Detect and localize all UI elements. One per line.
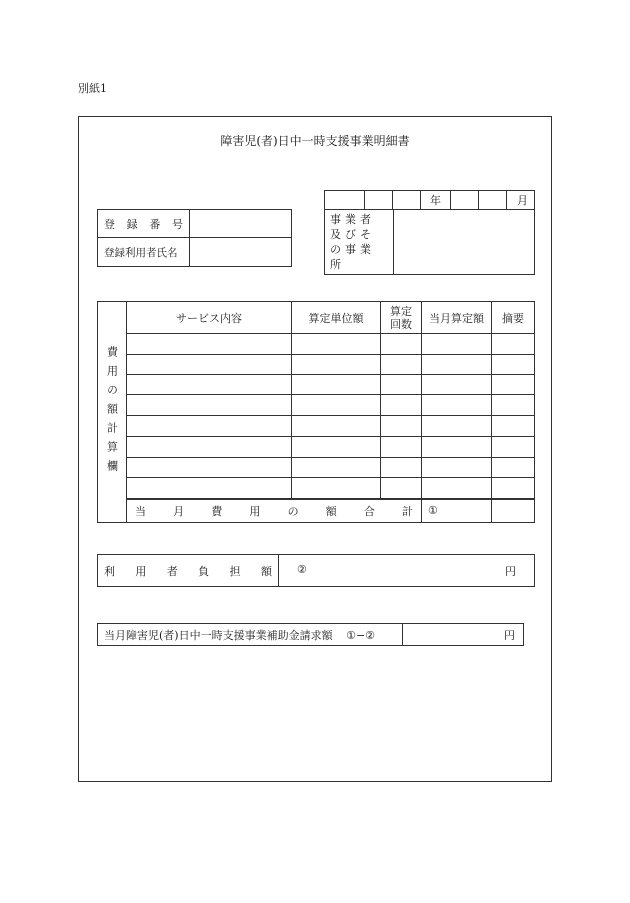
- note-cell[interactable]: [492, 375, 535, 395]
- date-cell-1[interactable]: [325, 191, 365, 210]
- monthly-cell[interactable]: [422, 395, 492, 416]
- user-burden-value[interactable]: [279, 555, 535, 587]
- unit-cell[interactable]: [292, 355, 381, 375]
- user-name-label: 登録利用者氏名: [98, 238, 190, 267]
- total-label-char: 計: [401, 504, 413, 518]
- monthly-cell[interactable]: [422, 355, 492, 375]
- monthly-cell[interactable]: [422, 478, 492, 499]
- header-monthly: 当月算定額: [422, 302, 492, 334]
- total-label-char: 当: [135, 504, 146, 518]
- registration-number-label-char: 登: [104, 217, 115, 231]
- user-burden-label-char: 負: [198, 564, 210, 578]
- total-label-char: の: [287, 504, 299, 518]
- corner-label: 別紙1: [78, 82, 107, 95]
- provider-table: [324, 209, 535, 275]
- user-burden-label-char: 用: [135, 564, 147, 578]
- monthly-cell[interactable]: [422, 437, 492, 458]
- count-cell[interactable]: [381, 478, 422, 499]
- header-unit: 算定単位額: [292, 302, 381, 334]
- registration-number-label-char: 番: [149, 217, 161, 231]
- note-cell[interactable]: [492, 395, 535, 416]
- user-burden-label-char: 利: [104, 564, 115, 578]
- date-cell-3[interactable]: [393, 191, 421, 210]
- total-mark: ①: [428, 504, 438, 518]
- header-service: サービス内容: [127, 302, 292, 334]
- header-count-text: 算定回数: [390, 304, 412, 331]
- unit-cell[interactable]: [292, 375, 381, 395]
- total-value-cell[interactable]: [422, 499, 492, 523]
- monthly-cell[interactable]: [422, 416, 492, 437]
- header-note: 摘要: [492, 302, 535, 334]
- user-burden-label-char: 担: [229, 564, 241, 578]
- total-label-char: 合: [363, 504, 375, 518]
- count-cell[interactable]: [381, 458, 422, 478]
- claim-formula: ①−②: [346, 628, 376, 642]
- registration-table: [97, 209, 292, 267]
- cost-side-label-text: 費用の額計算欄: [105, 345, 119, 479]
- date-cell-5[interactable]: [479, 191, 507, 210]
- count-cell[interactable]: [381, 395, 422, 416]
- monthly-cell[interactable]: [422, 458, 492, 478]
- monthly-cell[interactable]: [422, 375, 492, 395]
- claim-table: [97, 623, 524, 646]
- count-cell[interactable]: [381, 416, 422, 437]
- user-name-field[interactable]: [190, 238, 292, 267]
- total-label-char: 月: [173, 504, 185, 518]
- note-cell[interactable]: [492, 458, 535, 478]
- count-cell[interactable]: [381, 334, 422, 355]
- count-cell[interactable]: [381, 355, 422, 375]
- total-label-char: 用: [249, 504, 261, 518]
- user-burden-label: [98, 555, 279, 587]
- total-label-char: 費: [211, 504, 223, 518]
- provider-label-text: 事業者及びその事業所: [330, 213, 375, 271]
- total-label-char: 額: [325, 504, 337, 518]
- registration-number-label-char: 号: [171, 217, 183, 231]
- user-burden-label-char: 者: [166, 564, 178, 578]
- service-cell[interactable]: [127, 334, 292, 355]
- note-cell[interactable]: [492, 437, 535, 458]
- service-cell[interactable]: [127, 478, 292, 499]
- user-burden-mark: ②: [297, 562, 307, 576]
- unit-cell[interactable]: [292, 478, 381, 499]
- unit-cell[interactable]: [292, 334, 381, 355]
- claim-label-text: 当月障害児(者)日中一時支援事業補助金請求額: [104, 628, 333, 642]
- count-cell[interactable]: [381, 437, 422, 458]
- registration-number-field[interactable]: [190, 210, 292, 238]
- registration-number-label-char: 録: [126, 217, 138, 231]
- year-label: 年: [421, 191, 451, 210]
- unit-cell[interactable]: [292, 416, 381, 437]
- provider-label: [325, 210, 394, 275]
- month-label: 月: [507, 191, 535, 210]
- date-row-table: [324, 190, 535, 210]
- date-cell-4[interactable]: [451, 191, 479, 210]
- unit-cell[interactable]: [292, 395, 381, 416]
- service-cell[interactable]: [127, 458, 292, 478]
- header-count: [381, 302, 422, 334]
- note-cell[interactable]: [492, 416, 535, 437]
- claim-value[interactable]: [403, 624, 524, 646]
- service-cell[interactable]: [127, 355, 292, 375]
- user-burden-table: [97, 554, 535, 587]
- monthly-cell[interactable]: [422, 334, 492, 355]
- registration-number-label: [98, 210, 190, 238]
- provider-field[interactable]: [394, 210, 535, 275]
- claim-label: [98, 624, 403, 646]
- note-cell[interactable]: [492, 355, 535, 375]
- cost-table: [97, 301, 535, 523]
- user-burden-unit: 円: [505, 564, 516, 578]
- note-cell[interactable]: [492, 334, 535, 355]
- total-label: [127, 499, 422, 523]
- service-cell[interactable]: [127, 416, 292, 437]
- unit-cell[interactable]: [292, 458, 381, 478]
- claim-unit: 円: [504, 628, 515, 642]
- service-cell[interactable]: [127, 375, 292, 395]
- date-cell-2[interactable]: [365, 191, 393, 210]
- unit-cell[interactable]: [292, 437, 381, 458]
- count-cell[interactable]: [381, 375, 422, 395]
- user-burden-label-char: 額: [260, 564, 272, 578]
- note-cell[interactable]: [492, 478, 535, 499]
- service-cell[interactable]: [127, 437, 292, 458]
- total-note-cell[interactable]: [492, 499, 535, 523]
- service-cell[interactable]: [127, 395, 292, 416]
- document-title: 障害児(者)日中一時支援事業明細書: [220, 134, 410, 148]
- cost-side-label: [98, 302, 127, 523]
